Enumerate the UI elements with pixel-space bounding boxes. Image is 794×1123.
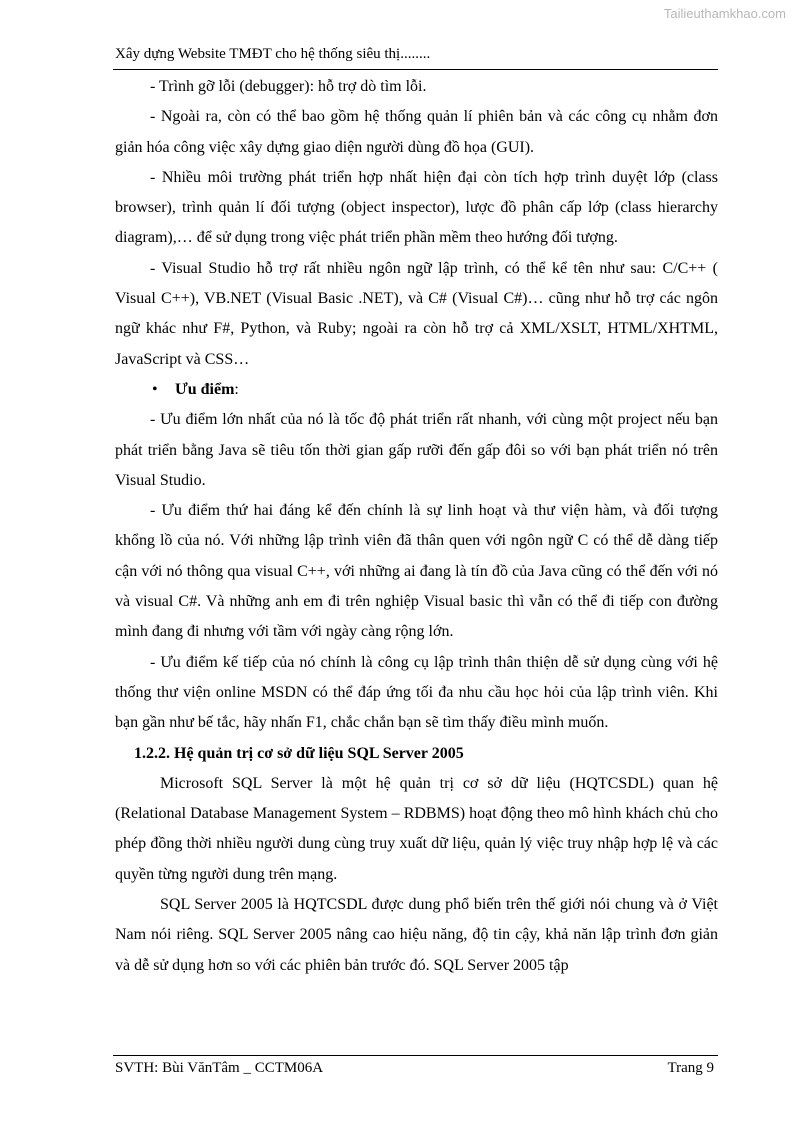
footer-divider: [113, 1055, 718, 1056]
section-heading: 1.2.2. Hệ quản trị cơ sở dữ liệu SQL Server 2005: [134, 744, 464, 762]
paragraph-sql-server-intro: Microsoft SQL Server là một hệ quản trị cơ sở dữ liệu (HQTCSDL) quan hệ (Relational Database Management System – RDBMS) hoạt động theo mô hình khách chủ cho phép đồng thời nhiều người dung cùng truy xuất dữ liệu, quản lý việc truy nhập hợp lệ và các quyền từng người dung trên mạng.: [115, 774, 718, 883]
bullet-dot-icon: •: [152, 380, 158, 398]
document-body: [115, 72, 718, 981]
footer-page-number: Trang 9: [667, 1060, 714, 1076]
paragraph-advantage-speed: - Ưu điểm lớn nhất của nó là tốc độ phát triển rất nhanh, với cùng một project nếu bạn phát triển bằng Java sẽ tiêu tốn thời gian gấp rưỡi đến gấp đôi so với bạn phát triển nó trên Visual Studio.: [115, 411, 718, 489]
paragraph-advantage-flexibility: - Ưu điểm thứ hai đáng kể đến chính là sự linh hoạt và thư viện hàm, và đối tượng khổng lồ của nó. Với những lập trình viên đã thân quen với ngôn ngữ C có thể dễ dàng tiếp cận với nó thông qua visual C++, với những ai đang là tín đồ của Java cũng có thể đến với nó và visual C#. Và những anh em đi trên nghiệp Visual basic thì vẫn có thể đi tiếp con đường mình đang đi nhưng với tầm với ngày càng rộng lớn.: [115, 502, 718, 641]
header-divider: [113, 69, 718, 70]
paragraph-version-control: - Ngoài ra, còn có thể bao gồm hệ thống quản lí phiên bản và các công cụ nhằm đơn giản hóa công việc xây dựng giao diện người dùng đồ họa (GUI).: [115, 108, 718, 156]
footer-author: SVTH: Bùi VănTâm _ CCTM06A: [115, 1060, 324, 1076]
paragraph-ide-features: - Nhiều môi trường phát triển hợp nhất hiện đại còn tích hợp trình duyệt lớp (class browser), trình quản lí đối tượng (object inspector), lược đồ phân cấp lớp (class hierarchy diagram),… để sử dụng trong việc phát triển phần mềm theo hướng đối tượng.: [115, 168, 718, 247]
paragraph-languages: - Visual Studio hỗ trợ rất nhiều ngôn ngữ lập trình, có thể kể tên như sau: C/C++ ( Visual C++), VB.NET (Visual Basic .NET), và C# (Visual C#)… cũng như hỗ trợ các ngôn ngữ khác như F#, Python, và Ruby; ngoài ra còn hỗ trợ cả XML/XSLT, HTML/XHTML, JavaScript và CSS…: [115, 259, 718, 368]
paragraph-sql-server-2005: SQL Server 2005 là HQTCSDL được dung phổ biến trên thế giới nói chung và ở Việt Nam nói riêng. SQL Server 2005 nâng cao hiệu năng, độ tin cậy, khả năn lập trình đơn giản và dễ sử dụng hơn so với các phiên bản trước đó. SQL Server 2005 tập: [115, 896, 718, 974]
bullet-advantages: [115, 375, 718, 405]
paragraph-debugger: - Trình gỡ lỗi (debugger): hỗ trợ dò tìm lỗi.: [150, 78, 427, 95]
bullet-suffix: :: [234, 380, 239, 398]
bullet-label: Ưu điểm: [175, 380, 235, 398]
page-header-title: Xây dựng Website TMĐT cho hệ thống siêu thị........: [115, 46, 431, 62]
watermark: Tailieuthamkhao.com: [663, 6, 786, 21]
paragraph-advantage-tools: - Ưu điểm kế tiếp của nó chính là công cụ lập trình thân thiện dễ sử dụng cùng với hệ thống thư viện online MSDN có thể đáp ứng tối đa nhu cầu học hỏi của lập trình viên. Khi bạn gần như bế tắc, hãy nhấn F1, chắc chắn bạn sẽ tìm thấy điều mình muốn.: [115, 653, 718, 732]
